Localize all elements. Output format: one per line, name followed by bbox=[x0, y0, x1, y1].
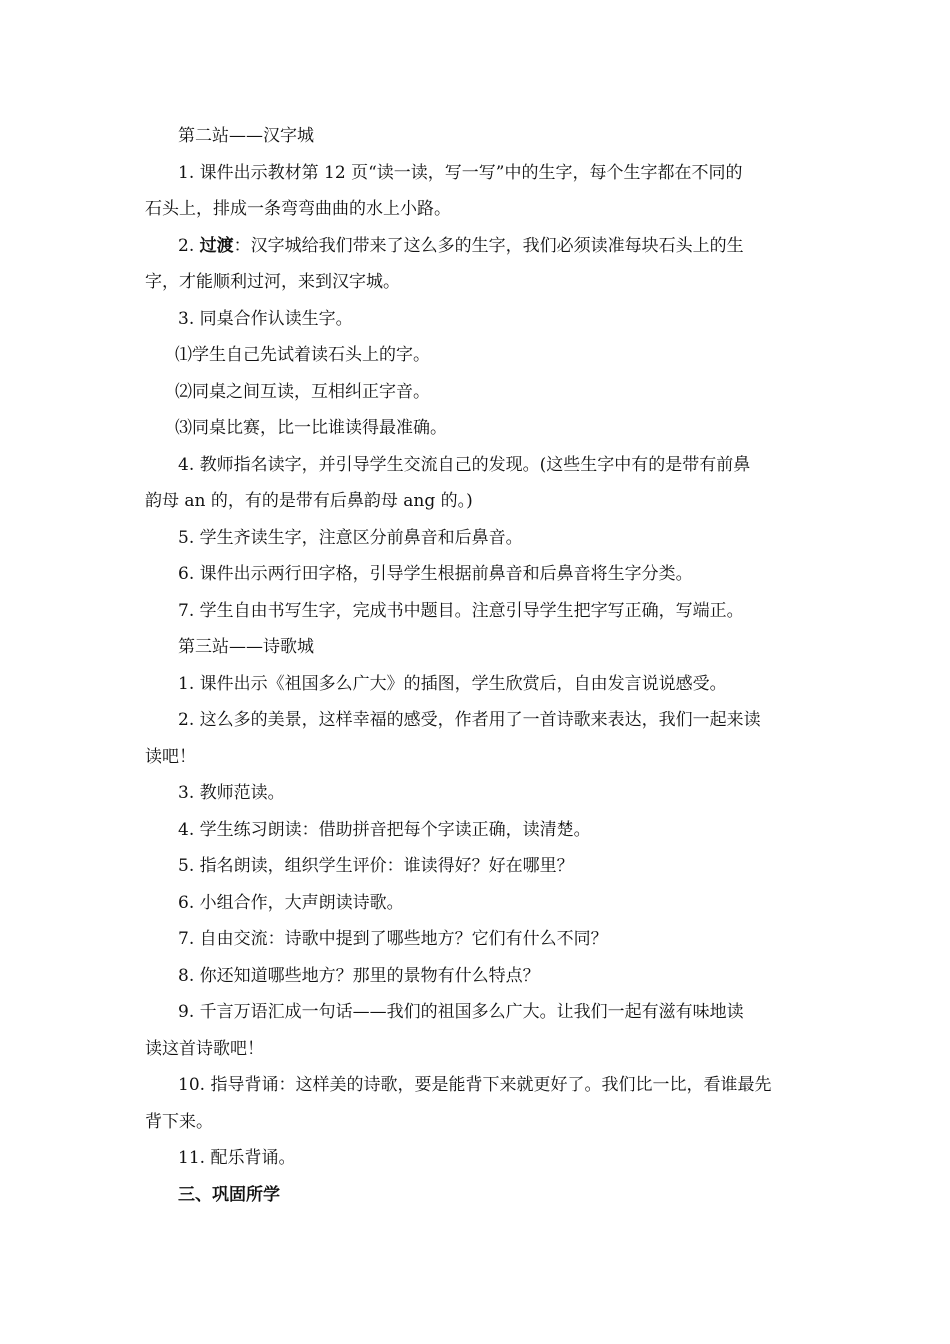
station3-item-11: 11. 配乐背诵。 bbox=[178, 1148, 296, 1168]
station3-item-7: 7. 自由交流：诗歌中提到了哪些地方？它们有什么不同？ bbox=[178, 929, 608, 949]
station3-item-2-line-1: 2. 这么多的美景，这样幸福的感受，作者用了一首诗歌来表达，我们一起来读 bbox=[178, 710, 761, 730]
station2-item-1-line-2: 石头上，排成一条弯弯曲曲的水上小路。 bbox=[145, 199, 451, 219]
item-number: 2. bbox=[178, 235, 200, 256]
station2-item-6: 6. 课件出示两行田字格，引导学生根据前鼻音和后鼻音将生字分类。 bbox=[178, 564, 693, 584]
station2-subitem-3: ⑶同桌比赛，比一比谁读得最准确。 bbox=[175, 418, 447, 438]
station2-item-4-line-2: 韵母 an 的，有的是带有后鼻韵母 ang 的。) bbox=[145, 491, 473, 511]
station3-item-9-line-2: 读这首诗歌吧！ bbox=[145, 1038, 264, 1059]
station3-item-6: 6. 小组合作，大声朗读诗歌。 bbox=[178, 892, 404, 913]
station2-title: 第二站——汉字城 bbox=[178, 126, 314, 146]
station2-item-4-line-1: 4. 教师指名读字，并引导学生交流自己的发现。(这些生字中有的是带有前鼻 bbox=[178, 454, 751, 475]
station3-item-2-line-2: 读吧！ bbox=[145, 746, 196, 767]
bold-keyword: 过渡 bbox=[199, 235, 234, 256]
station3-item-5: 5. 指名朗读，组织学生评价：谁读得好？好在哪里？ bbox=[178, 856, 574, 876]
station3-item-10-line-2: 背下来。 bbox=[145, 1111, 213, 1132]
station2-item-7: 7. 学生自由书写生字，完成书中题目。注意引导学生把字写正确，写端正。 bbox=[178, 600, 744, 621]
station2-item-2-line-2: 字，才能顺利过河，来到汉字城。 bbox=[145, 272, 400, 292]
station3-item-9-line-1: 9. 千言万语汇成一句话——我们的祖国多么广大。让我们一起有滋有味地读 bbox=[178, 1002, 744, 1022]
item-text: ：汉字城给我们带来了这么多的生字，我们必须读准每块石头上的生 bbox=[233, 235, 744, 256]
station3-item-3: 3. 教师范读。 bbox=[178, 783, 285, 803]
station3-item-4: 4. 学生练习朗读：借助拼音把每个字读正确，读清楚。 bbox=[178, 819, 591, 840]
station3-item-8: 8. 你还知道哪些地方？那里的景物有什么特点？ bbox=[178, 965, 540, 986]
section-3-heading: 三、巩固所学 bbox=[178, 1184, 280, 1205]
document-body bbox=[145, 118, 810, 1213]
station2-subitem-1: ⑴学生自己先试着读石头上的字。 bbox=[175, 345, 430, 365]
station2-item-3: 3. 同桌合作认读生字。 bbox=[178, 308, 353, 329]
station3-title: 第三站——诗歌城 bbox=[178, 637, 314, 657]
station3-item-10-line-1: 10. 指导背诵：这样美的诗歌，要是能背下来就更好了。我们比一比，看谁最先 bbox=[178, 1075, 772, 1095]
station2-subitem-2: ⑵同桌之间互读，互相纠正字音。 bbox=[175, 381, 430, 402]
station2-item-2-line-1 bbox=[145, 228, 810, 265]
station2-item-1-line-1: 1. 课件出示教材第 12 页“读一读，写一写”中的生字，每个生字都在不同的 bbox=[178, 162, 743, 183]
station3-item-1: 1. 课件出示《祖国多么广大》的插图，学生欣赏后，自由发言说说感受。 bbox=[178, 673, 727, 694]
station2-item-5: 5. 学生齐读生字，注意区分前鼻音和后鼻音。 bbox=[178, 527, 523, 548]
